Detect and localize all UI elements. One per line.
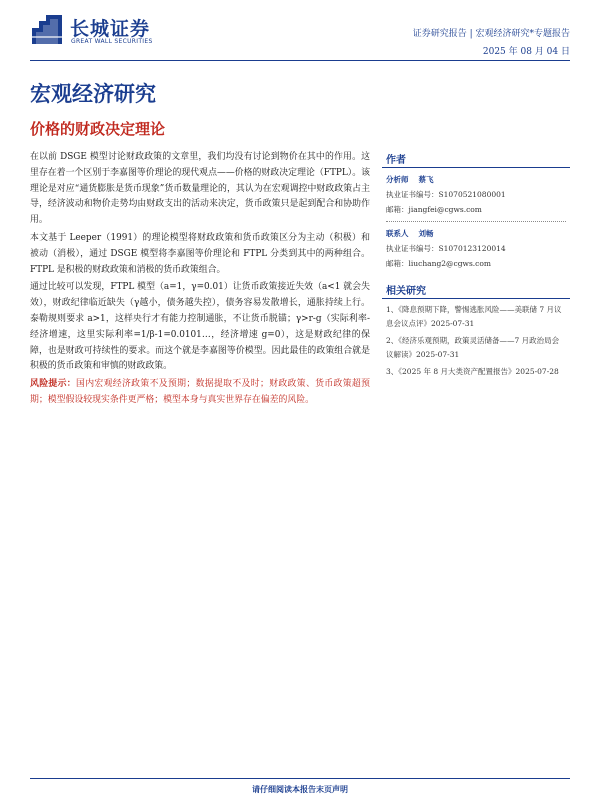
author-email-row <box>386 202 566 217</box>
header-divider <box>30 60 570 61</box>
related-section-header <box>382 277 570 299</box>
author-list <box>382 168 570 277</box>
author-divider <box>386 221 566 222</box>
footer-divider <box>30 778 570 779</box>
cert-label: 执业证书编号： <box>386 244 439 253</box>
brand-name-en: GREAT WALL SECURITIES <box>71 38 153 45</box>
author-heading: 作者 <box>386 155 406 166</box>
related-item[interactable]: 1、《降息预期下降，警惕逃胀风险——美联储 7 月议息会议点评》2025-07-31 <box>386 305 562 328</box>
email-label: 邮箱： <box>386 259 409 268</box>
great-wall-logo-icon <box>30 12 64 46</box>
body-paragraph-2: 本文基于 Leeper（1991）的理论模型将财政政策和货币政策区分为主动（积极）和被动（消极），通过 DSGE 模型将李嘉图等价理论和 FTPL 分类到其中的两种组合。FTPL 是积极的财政政策和消极的货币政策组合。 <box>30 232 370 275</box>
sidebar <box>382 146 570 386</box>
cert-number: S1070123120014 <box>438 244 506 253</box>
email-label: 邮箱： <box>386 205 409 214</box>
author-section-header <box>382 146 570 168</box>
body-paragraph-1: 在以前 DSGE 模型讨论财政政策的文章里，我们均没有讨论到物价在其中的作用。这里存在着一个区别于李嘉图等价理论的现代观点——价格的财政决定理论（FTPL）。该理论是对应“通货膨胀是货币现象”货币数量理论的，其认为在宏观调控中财政政策占主导，经济波动和物价走势均由财政支出的活动来决定，货币政策只是起到配合和协助作用。 <box>30 152 370 226</box>
report-subtitle: 价格的财政决定理论 <box>30 120 166 138</box>
related-heading: 相关研究 <box>386 286 426 297</box>
cert-number: S1070521080001 <box>438 190 506 199</box>
author-name-row <box>386 226 566 241</box>
author-email[interactable]: jiangfei@cgws.com <box>408 205 482 214</box>
risk-warning <box>30 377 370 409</box>
author-name: 刘畅 <box>418 229 434 238</box>
company-logo <box>30 12 170 50</box>
author-email-row <box>386 256 566 271</box>
author-name-row <box>386 172 566 187</box>
risk-label: 风险提示： <box>30 379 76 390</box>
author-cert-row <box>386 187 566 202</box>
risk-text: 国内宏观经济政策不及预期；数据提取不及时；财政政策、货币政策超预期；模型假设较现实条件更严格；模型本身与真实世界存在偏差的风险。 <box>30 379 371 405</box>
author-role: 分析师 <box>386 175 409 184</box>
brand-name-cn: 长城证券 <box>70 18 151 40</box>
report-category: 证券研究报告 | 宏观经济研究*专题报告 <box>412 29 570 39</box>
page-title: 宏观经济研究 <box>30 81 156 106</box>
author-cert-row <box>386 241 566 256</box>
related-item[interactable]: 2、《经济乐观预期，政策灵活储备——7 月政治局会议解读》2025-07-31 <box>386 336 560 359</box>
related-list <box>382 299 570 386</box>
author-name: 蔡飞 <box>418 175 434 184</box>
cert-label: 执业证书编号： <box>386 190 439 199</box>
report-date: 2025 年 08 月 04 日 <box>482 47 570 57</box>
body-paragraph-3: 通过比较可以发现，FTPL 模型（a=1，γ=0.01）让货币政策接近失效（a<1 就会失效），财政纪律临近缺失（γ越小，债务越失控），债务容易发散增长，通胀持续上行。泰勒规则要求 a>1，这样央行才有能力控制通胀，不让货币脱锚；γ>r-g（实际利率-经济增速，这里实际利率=1/β-1=0.0101…，经济增速 g=0），这是财政纪律的保障，也是财政可持续性的要求。而这个就是李嘉图等价模型。因此最佳的政策组合就是积极的货币政策和审慎的财政政策。 <box>30 282 370 372</box>
related-item[interactable]: 3、《2025 年 8 月大类资产配置报告》2025-07-28 <box>386 367 559 376</box>
report-body <box>30 150 370 409</box>
author-email[interactable]: liuchang2@cgws.com <box>408 259 492 268</box>
footer-disclaimer: 请仔细阅读本报告末页声明 <box>252 784 348 794</box>
author-role: 联系人 <box>386 229 409 238</box>
